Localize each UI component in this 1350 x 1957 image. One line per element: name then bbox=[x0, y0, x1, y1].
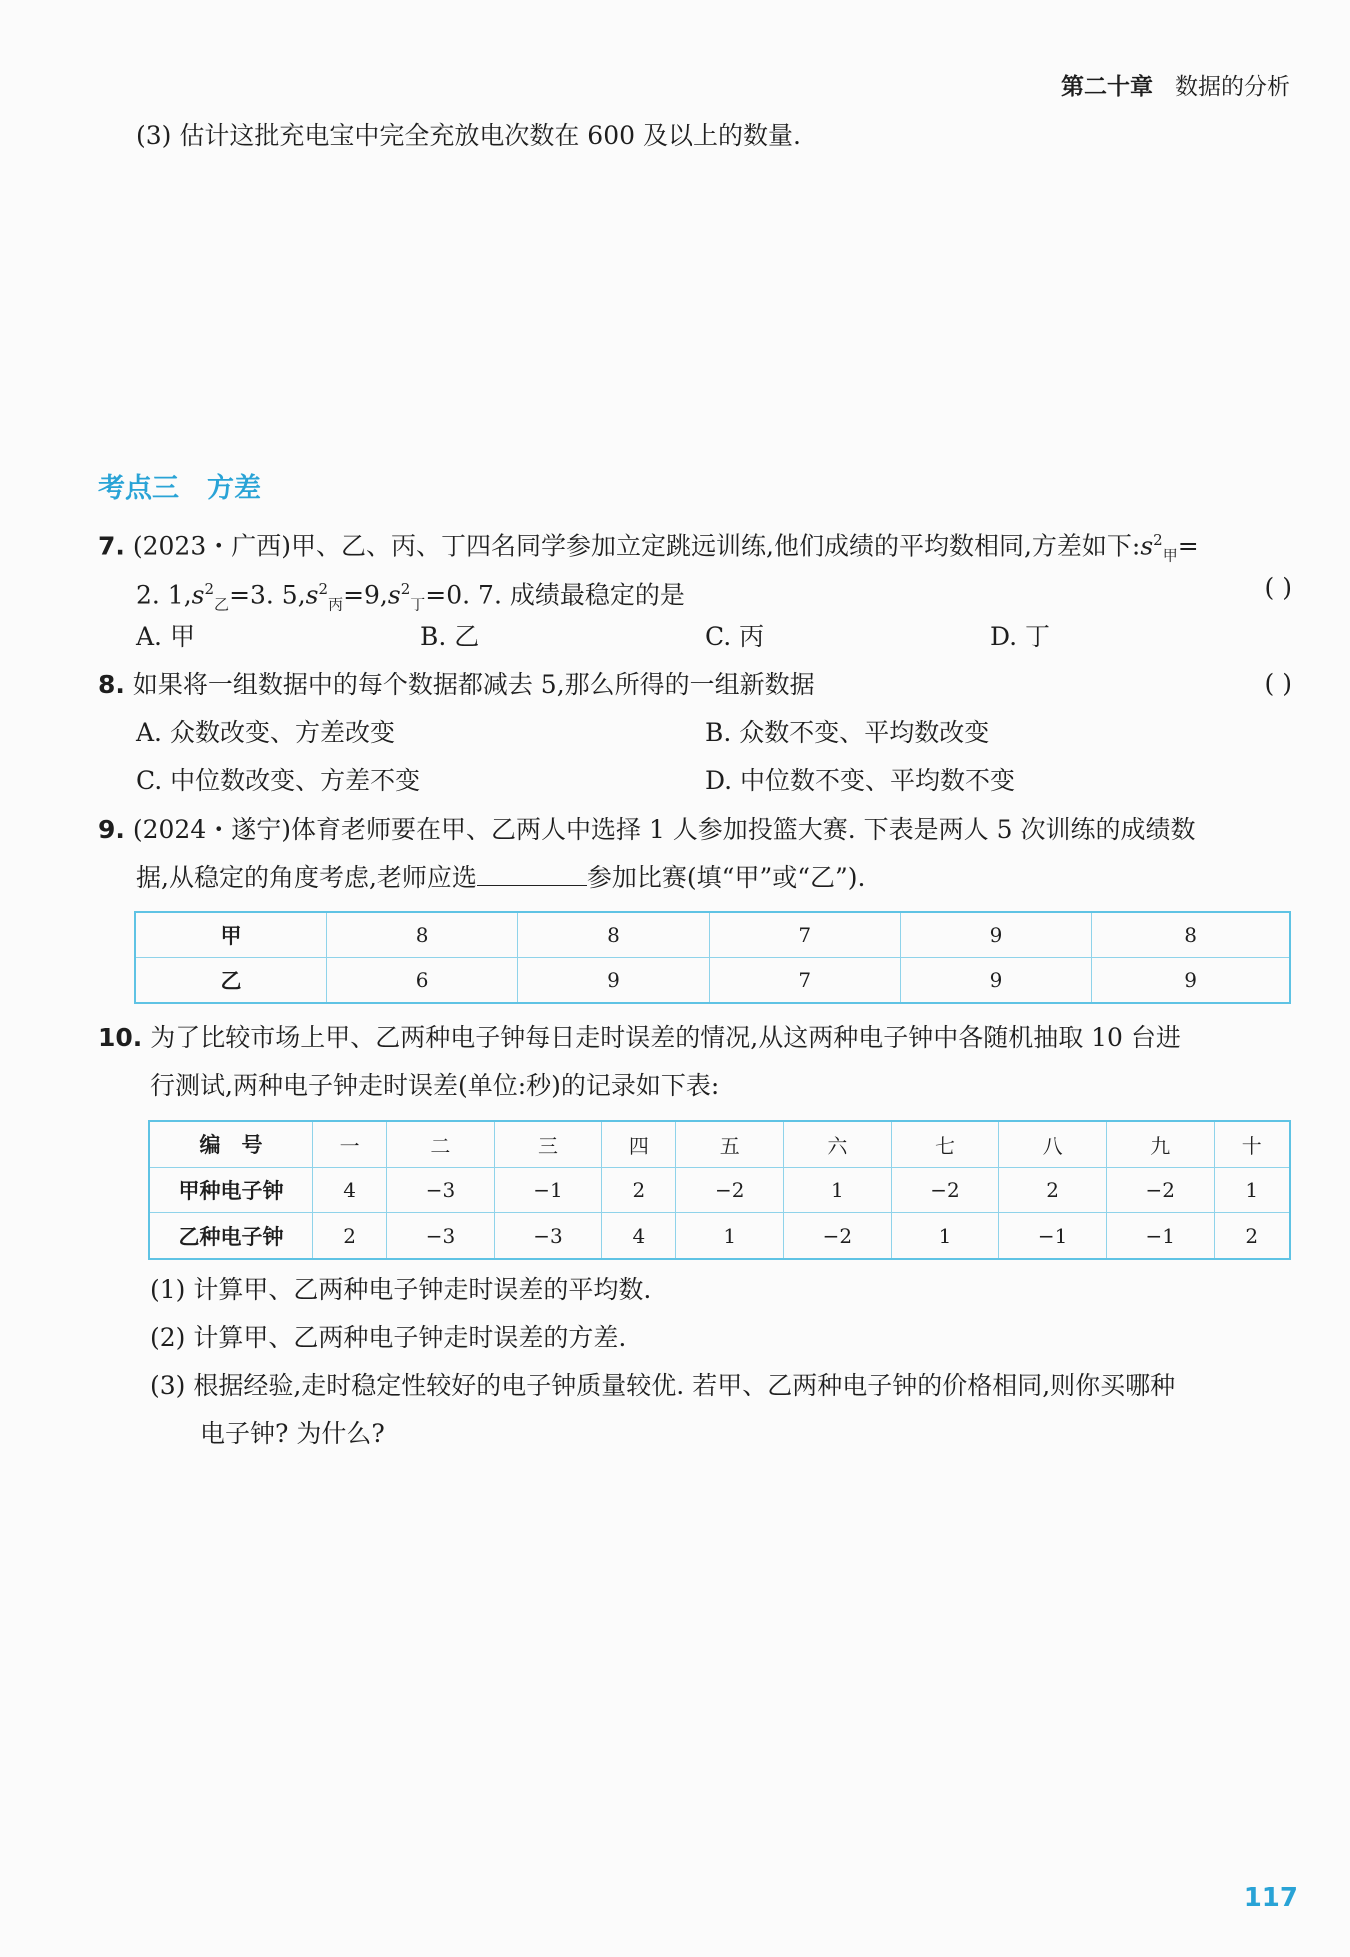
table-row bbox=[135, 958, 1290, 1004]
variance-symbol: s bbox=[387, 580, 401, 610]
table-cell: −2 bbox=[784, 1213, 892, 1259]
q10-error-table bbox=[148, 1120, 1291, 1260]
q7-option-b: B. 乙 bbox=[420, 622, 480, 651]
table-cell: −2 bbox=[891, 1167, 999, 1213]
q10-subquestion-3-line-1: (3) 根据经验,走时稳定性较好的电子钟质量较优. 若甲、乙两种电子钟的价格相同,则你买哪种 bbox=[150, 1371, 1176, 1400]
question-number: 10. bbox=[98, 1023, 143, 1052]
table-cell: 2 bbox=[602, 1167, 676, 1213]
table-cell: 1 bbox=[676, 1213, 784, 1259]
table-cell: 4 bbox=[602, 1213, 676, 1259]
table-cell: 4 bbox=[313, 1167, 387, 1213]
table-cell: −3 bbox=[494, 1213, 602, 1259]
table-cell: 8 bbox=[1092, 912, 1290, 958]
question-text: 如果将一组数据中的每个数据都减去 5,那么所得的一组新数据 bbox=[132, 670, 815, 699]
question-9-line-1 bbox=[98, 812, 1196, 848]
variance-value: =9, bbox=[343, 580, 388, 610]
q7-option-a: A. 甲 bbox=[136, 622, 195, 651]
subscript: 丙 bbox=[328, 595, 344, 614]
table-cell: 2 bbox=[313, 1213, 387, 1259]
q7-option-c: C. 丙 bbox=[705, 622, 765, 651]
q10-subquestion-1: (1) 计算甲、乙两种电子钟走时误差的平均数. bbox=[150, 1275, 652, 1304]
table-row bbox=[135, 912, 1290, 958]
section-topic: 方差 bbox=[207, 473, 261, 504]
question-number: 7. bbox=[98, 531, 125, 561]
table-cell: −1 bbox=[999, 1213, 1107, 1259]
table-cell: −2 bbox=[1106, 1167, 1214, 1213]
subscript: 甲 bbox=[1162, 546, 1178, 565]
table-cell: −3 bbox=[387, 1213, 495, 1259]
column-header: 八 bbox=[999, 1121, 1107, 1167]
equals-sign: = bbox=[1177, 531, 1199, 561]
question-text: 据,从稳定的角度考虑,老师应选 bbox=[136, 863, 477, 892]
table-cell: 9 bbox=[900, 912, 1091, 958]
question-text: (2023・广西)甲、乙、丙、丁四名同学参加立定跳远训练,他们成绩的平均数相同,方差如下: bbox=[132, 531, 1141, 561]
variance-symbol: s bbox=[191, 580, 205, 610]
table-cell: −2 bbox=[676, 1167, 784, 1213]
q8-option-b: B. 众数不变、平均数改变 bbox=[705, 718, 990, 747]
subscript: 乙 bbox=[214, 595, 230, 614]
column-header: 七 bbox=[891, 1121, 999, 1167]
row-label: 乙种电子钟 bbox=[149, 1213, 313, 1259]
row-label: 甲 bbox=[135, 912, 327, 958]
table-header-row bbox=[149, 1121, 1290, 1167]
variance-value: =0. 7. 成绩最稳定的是 bbox=[425, 580, 685, 610]
table-cell: 7 bbox=[709, 912, 900, 958]
variance-value: 2. 1, bbox=[136, 580, 192, 610]
table-cell: 9 bbox=[900, 958, 1091, 1004]
superscript: 2 bbox=[318, 580, 329, 598]
previous-subquestion-3: (3) 估计这批充电宝中完全充放电次数在 600 及以上的数量. bbox=[136, 121, 801, 150]
variance-value: =3. 5, bbox=[229, 580, 306, 610]
question-number: 9. bbox=[98, 815, 125, 844]
table-cell: 8 bbox=[518, 912, 709, 958]
q9-score-table bbox=[134, 911, 1291, 1004]
question-10-line-2: 行测试,两种电子钟走时误差(单位:秒)的记录如下表: bbox=[150, 1071, 720, 1100]
question-8 bbox=[98, 667, 815, 703]
question-text: 为了比较市场上甲、乙两种电子钟每日走时误差的情况,从这两种电子钟中各随机抽取 10 台进 bbox=[150, 1023, 1181, 1052]
table-cell: 6 bbox=[327, 958, 518, 1004]
table-cell: 1 bbox=[784, 1167, 892, 1213]
column-header: 二 bbox=[387, 1121, 495, 1167]
superscript: 2 bbox=[1153, 531, 1163, 549]
question-10-line-1 bbox=[98, 1020, 1181, 1056]
column-header: 六 bbox=[784, 1121, 892, 1167]
page-number: 117 bbox=[1243, 1883, 1298, 1913]
question-9-line-2 bbox=[136, 860, 865, 896]
column-header: 九 bbox=[1106, 1121, 1214, 1167]
answer-parentheses: ( ) bbox=[1264, 573, 1292, 602]
table-cell: 1 bbox=[1214, 1167, 1290, 1213]
q7-option-d: D. 丁 bbox=[990, 622, 1051, 651]
table-cell: −3 bbox=[387, 1167, 495, 1213]
table-cell: −1 bbox=[1106, 1213, 1214, 1259]
q8-option-a: A. 众数改变、方差改变 bbox=[136, 718, 395, 747]
column-header: 五 bbox=[676, 1121, 784, 1167]
question-text: (2024・遂宁)体育老师要在甲、乙两人中选择 1 人参加投篮大赛. 下表是两人 5 次训练的成绩数 bbox=[132, 815, 1196, 844]
question-7-line-1 bbox=[98, 522, 1199, 573]
table-cell: 9 bbox=[1092, 958, 1290, 1004]
table-row bbox=[149, 1167, 1290, 1213]
fill-in-blank[interactable] bbox=[477, 861, 587, 886]
column-header: 一 bbox=[313, 1121, 387, 1167]
table-cell: −1 bbox=[494, 1167, 602, 1213]
chapter-title: 数据的分析 bbox=[1175, 74, 1290, 100]
row-label: 甲种电子钟 bbox=[149, 1167, 313, 1213]
answer-parentheses: ( ) bbox=[1264, 669, 1292, 698]
table-cell: 7 bbox=[709, 958, 900, 1004]
table-cell: 8 bbox=[327, 912, 518, 958]
question-7-line-2 bbox=[136, 571, 685, 622]
table-cell: 2 bbox=[999, 1167, 1107, 1213]
column-header-label: 编 号 bbox=[149, 1121, 313, 1167]
table-row bbox=[149, 1213, 1290, 1259]
question-text: 参加比赛(填“甲”或“乙”). bbox=[586, 863, 866, 892]
column-header: 四 bbox=[602, 1121, 676, 1167]
q10-subquestion-2: (2) 计算甲、乙两种电子钟走时误差的方差. bbox=[150, 1323, 627, 1352]
chapter-header bbox=[1061, 68, 1290, 101]
section-label: 考点三 bbox=[98, 473, 179, 504]
row-label: 乙 bbox=[135, 958, 327, 1004]
column-header: 十 bbox=[1214, 1121, 1290, 1167]
variance-symbol: s bbox=[305, 580, 319, 610]
table-cell: 2 bbox=[1214, 1213, 1290, 1259]
superscript: 2 bbox=[400, 580, 411, 598]
subscript: 丁 bbox=[410, 595, 426, 614]
table-cell: 1 bbox=[891, 1213, 999, 1259]
variance-symbol: s bbox=[1140, 531, 1154, 561]
section-title bbox=[98, 466, 261, 505]
q8-option-d: D. 中位数不变、平均数不变 bbox=[705, 766, 1016, 795]
column-header: 三 bbox=[494, 1121, 602, 1167]
table-cell: 9 bbox=[518, 958, 709, 1004]
question-number: 8. bbox=[98, 670, 125, 699]
superscript: 2 bbox=[204, 580, 215, 598]
q8-option-c: C. 中位数改变、方差不变 bbox=[136, 766, 421, 795]
q10-subquestion-3-line-2: 电子钟? 为什么? bbox=[200, 1419, 385, 1448]
chapter-number: 第二十章 bbox=[1061, 74, 1153, 100]
